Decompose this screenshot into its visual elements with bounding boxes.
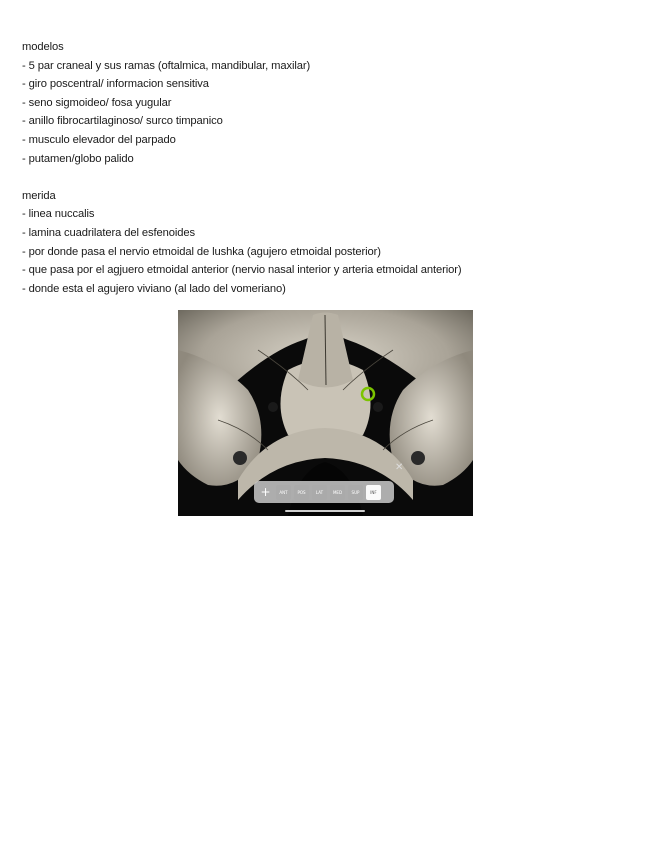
close-icon[interactable]: ✕ <box>395 462 404 473</box>
list-item: - giro poscentral/ informacion sensitiva <box>22 78 209 91</box>
notes-document <box>22 38 461 298</box>
list-item: - por donde pasa el nervio etmoidal de lushka (agujero etmoidal posterior) <box>22 245 381 258</box>
list-item: - seno sigmoideo/ fosa yugular <box>22 96 172 109</box>
view-toolbar <box>254 481 394 503</box>
list-item: - putamen/globo palido <box>22 152 134 165</box>
skull-base-screenshot <box>178 310 473 516</box>
list-item: - musculo elevador del parpado <box>22 133 176 146</box>
section-heading-modelos: modelos <box>22 41 64 53</box>
list-item: - donde esta el agujero viviano (al lado del vomeriano) <box>22 282 286 295</box>
view-ant-button[interactable]: ANT <box>276 485 291 500</box>
home-indicator <box>285 510 365 512</box>
blank-line <box>22 168 461 187</box>
view-lat-button[interactable]: LAT <box>312 485 327 500</box>
view-sup-button[interactable]: SUP <box>348 485 363 500</box>
list-item: - 5 par craneal y sus ramas (oftalmica, mandibular, maxilar) <box>22 59 311 72</box>
list-item: - lamina cuadrilatera del esfenoides <box>22 226 196 239</box>
plus-icon[interactable]: + <box>260 485 271 499</box>
list-item: - anillo fibrocartilaginoso/ surco timpanico <box>22 115 223 128</box>
section-heading-merida: merida <box>22 189 56 202</box>
view-pos-button[interactable]: POS <box>294 485 309 500</box>
list-item: - linea nuccalis <box>22 208 95 221</box>
list-item: - que pasa por el agjuero etmoidal anterior (nervio nasal interior y arteria etmoidal anterior) <box>22 264 462 277</box>
view-inf-button[interactable]: INF <box>366 485 381 500</box>
view-med-button[interactable]: MED <box>330 485 345 500</box>
